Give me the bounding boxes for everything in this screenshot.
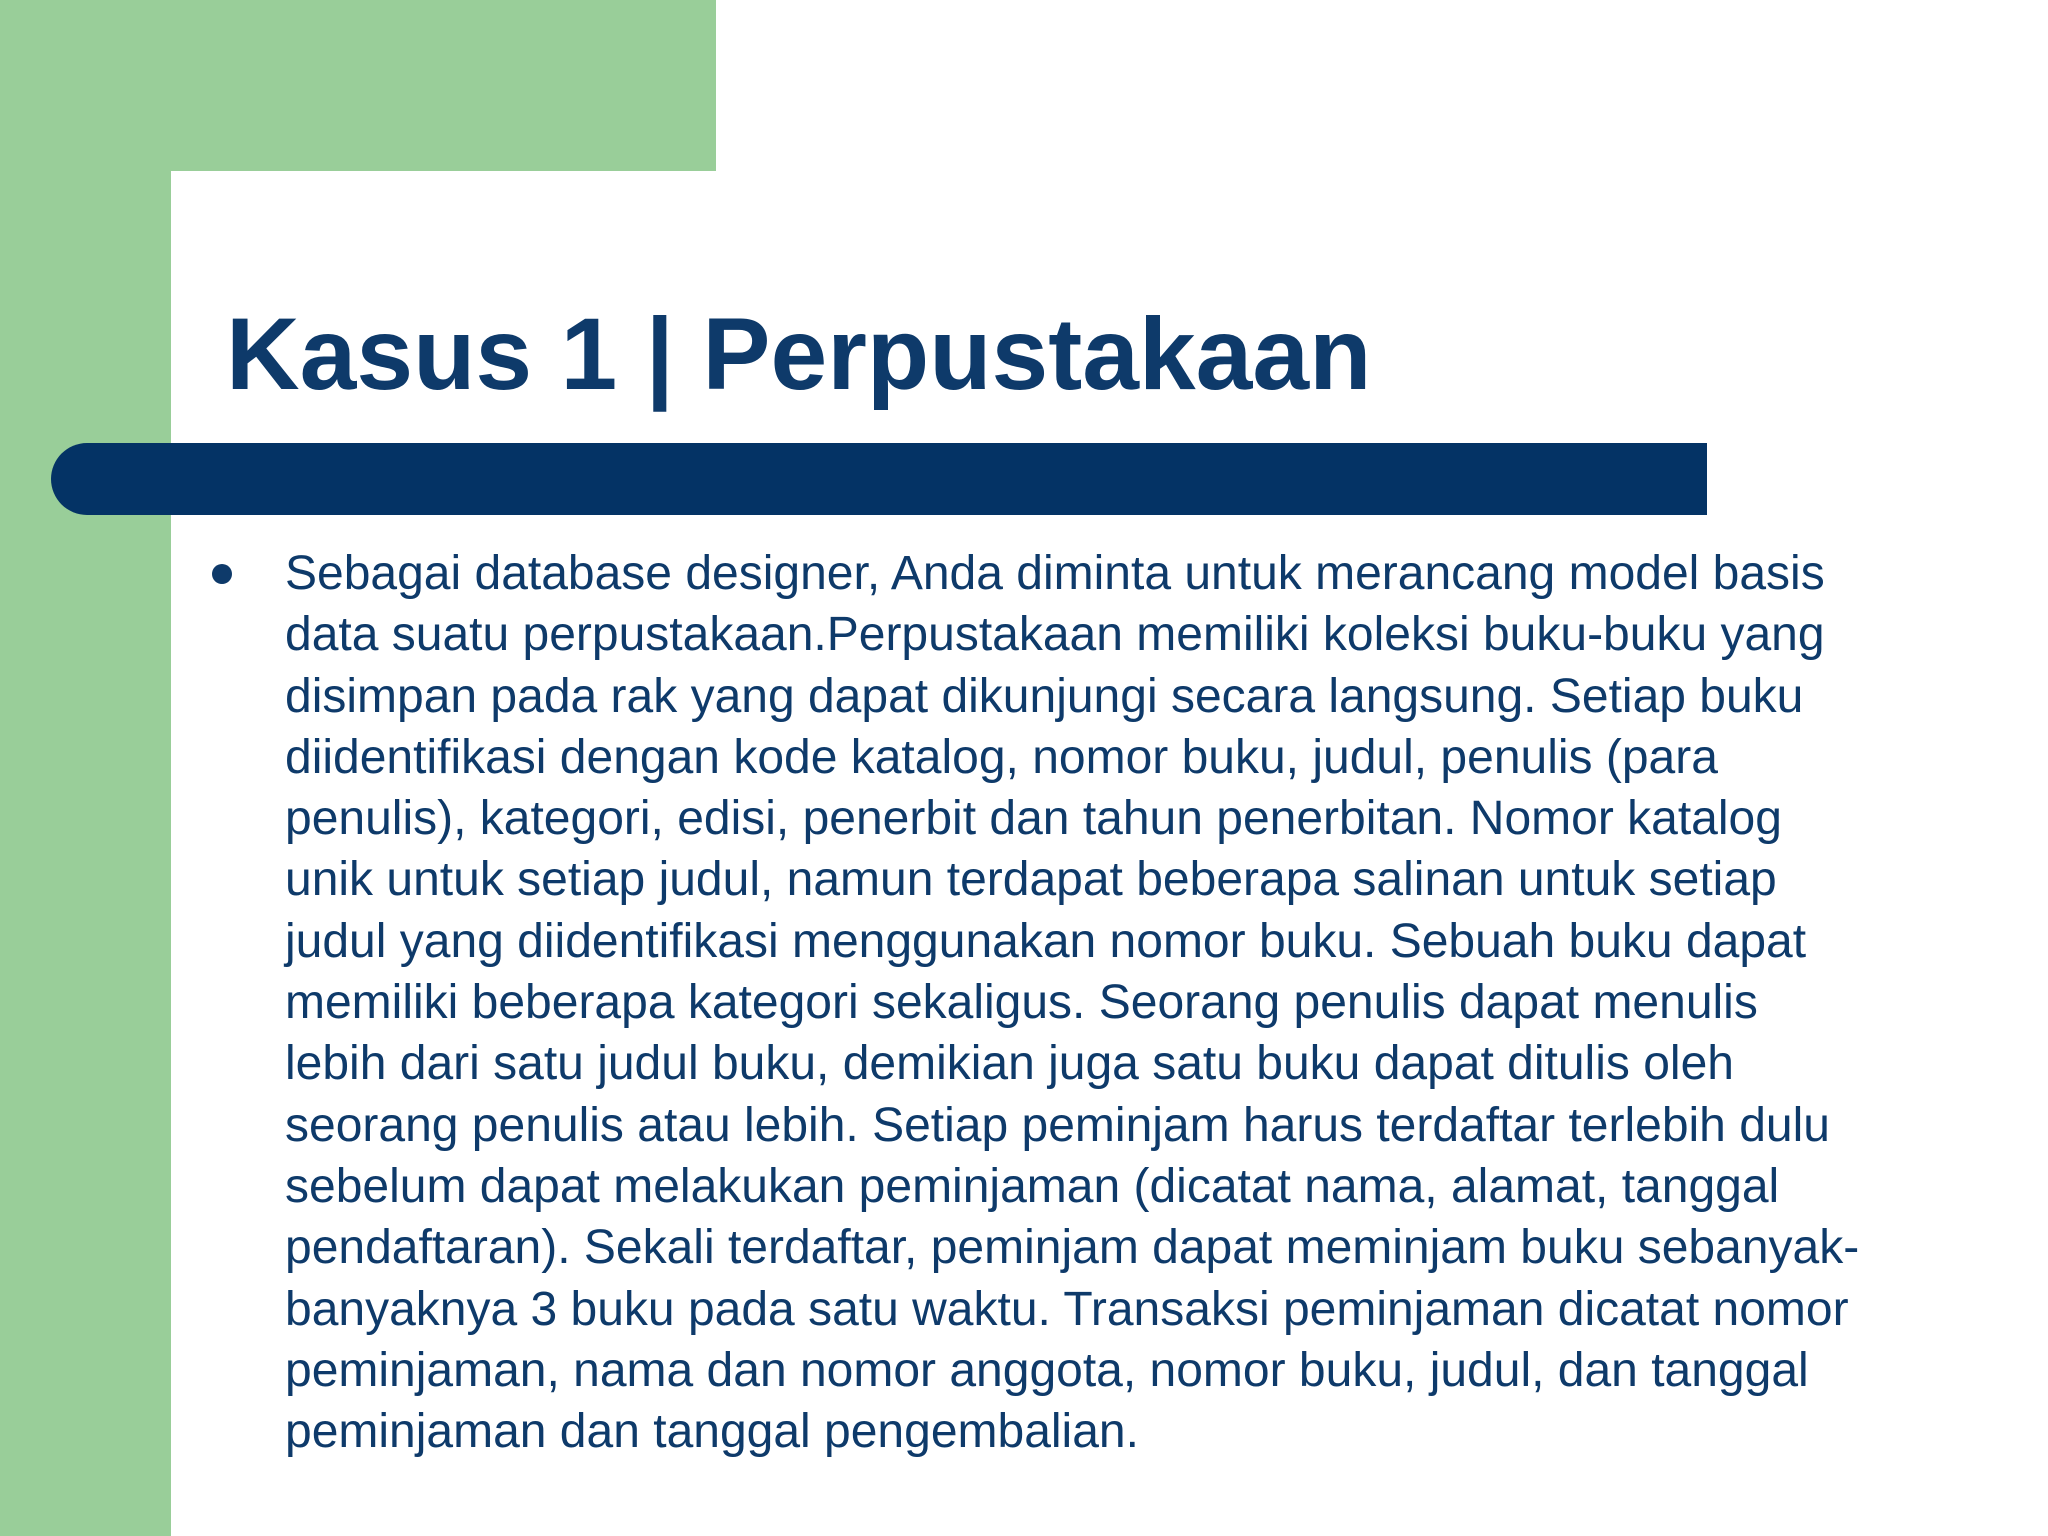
bullet-paragraph (285, 543, 1985, 1462)
green-accent-top (0, 0, 716, 171)
paragraph-line: memiliki beberapa kategori sekaligus. Seorang penulis dapat menulis (285, 976, 1758, 1030)
slide-title: Kasus 1 | Perpustakaan (226, 297, 1372, 411)
paragraph-line: pendaftaran). Sekali terdaftar, peminjam dapat meminjam buku sebanyak- (285, 1221, 1860, 1275)
paragraph-line: data suatu perpustakaan.Perpustakaan memiliki koleksi buku-buku yang (285, 608, 1825, 662)
paragraph-line: peminjaman, nama dan nomor anggota, nomor buku, judul, dan tanggal (285, 1343, 1809, 1397)
paragraph-line: banyaknya 3 buku pada satu waktu. Transaksi peminjaman dicatat nomor (285, 1282, 1849, 1336)
green-accent-left (0, 0, 171, 1536)
title-underline-bar (51, 443, 1707, 515)
paragraph-line: seorang penulis atau lebih. Setiap peminjam harus terdaftar terlebih dulu (285, 1098, 1830, 1152)
paragraph-line: peminjaman dan tanggal pengembalian. (285, 1405, 1139, 1459)
paragraph-line: unik untuk setiap judul, namun terdapat beberapa salinan untuk setiap (285, 853, 1777, 907)
paragraph-line: disimpan pada rak yang dapat dikunjungi secara langsung. Setiap buku (285, 669, 1804, 723)
paragraph-line: Sebagai database designer, Anda diminta untuk merancang model basis (285, 547, 1825, 600)
paragraph-line: diidentifikasi dengan kode katalog, nomor buku, judul, penulis (para (285, 730, 1718, 784)
bullet-dot-icon (212, 564, 232, 584)
paragraph-line: penulis), kategori, edisi, penerbit dan tahun penerbitan. Nomor katalog (285, 792, 1782, 846)
paragraph-line: lebih dari satu judul buku, demikian juga satu buku dapat ditulis oleh (285, 1037, 1734, 1091)
paragraph-line: sebelum dapat melakukan peminjaman (dicatat nama, alamat, tanggal (285, 1159, 1780, 1213)
paragraph-line: judul yang diidentifikasi menggunakan nomor buku. Sebuah buku dapat (285, 914, 1807, 968)
